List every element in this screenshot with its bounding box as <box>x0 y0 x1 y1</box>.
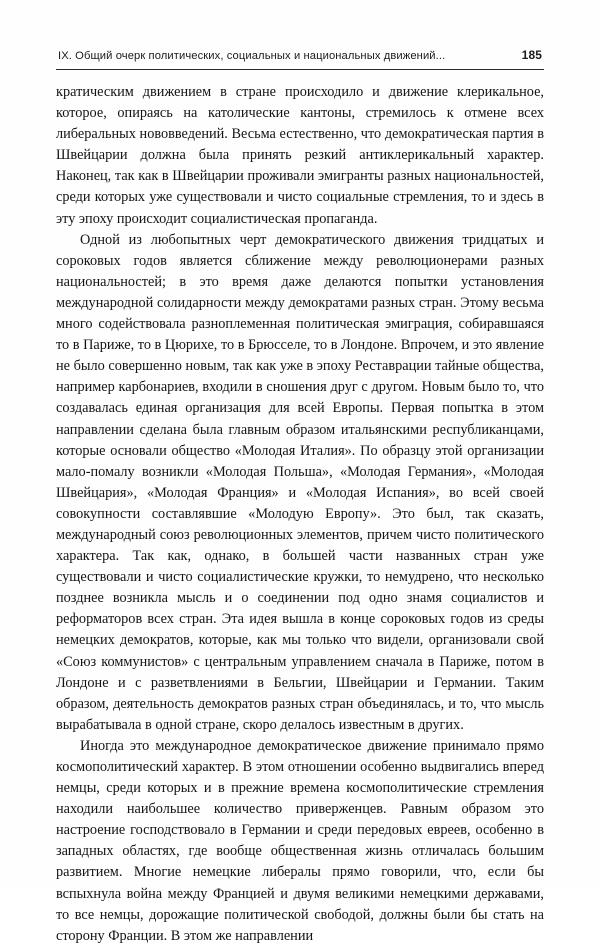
body-text <box>56 82 544 947</box>
page-number: 185 <box>521 48 542 62</box>
running-head <box>56 48 544 67</box>
paragraph: кратическим движением в стране происходило и движение клерикальное, которое, опираясь на католические кантоны, стремилось к отмене всех либеральных нововведений. Весьма естественно, что демократическая партия в Швейцарии должна была принять резкий антиклерикальный характер. Наконец, так как в Швейцарии проживали эмигранты разных национальностей, среди которых уже существовали и чисто социальные стремления, то и здесь в эту эпоху происходит социалистическая пропаганда. <box>56 84 544 227</box>
header-divider <box>56 69 544 70</box>
running-head-title: IX. Общий очерк политических, социальных и национальных движений... <box>58 50 446 62</box>
paragraph: Иногда это международное демократическое движение принимало прямо космополитический характер. В этом отношении особенно выдвигались вперед немцы, среди которых и в прежние времена космополитические стремления находили наибольшее количество приверженцев. Равным образом это настроение господствовало в Германии и среди передовых евреев, особенно в западных областях, где вообще общественная жизнь отличалась большим развитием. Многие немецкие либералы прямо говорили, что, если бы вспыхнула война между Францией и двумя великими немецкими державами, то все немцы, дорожащие политической свободой, должны были бы стать на сторону Франции. В этом же направлении <box>56 737 544 944</box>
paragraph: Одной из любопытных черт демократического движения тридцатых и сороковых годов является сближение между революционерами разных национальностей; в это время даже делаются попытки установления международной солидарности между демократами разных стран. Этому весьма много содействовала разноплеменная политическая эмиграция, собиравшаяся то в Париже, то в Цюрихе, то в Брюсселе, то в Лондоне. Впрочем, и это явление не было совершенно новым, так как уже в эпоху Реставрации тайные общества, например карбонариев, входили в сношения друг с другом. Новым было то, что создавалась единая организация для всей Европы. Первая попытка в этом направлении сделана была главным образом итальянскими республиканцами, которые основали общество «Молодая Италия». По образцу этой организации мало-помалу возникли «Молодая Польша», «Молодая Германия», «Молодая Швейцария», «Молодая Франция» и «Молодая Испания», во всей своей совокупности составлявшие «Молодую Европу». Это был, так сказать, международный союз революционных элементов, причем чисто политического характера. Так как, однако, в большей части названных стран уже существовали и чисто социалистические кружки, то немудрено, что несколько позднее возникла мысль и о соединении под одно знамя социалистов и реформаторов всех стран. Эта идея вышла в конце сороковых годов из среды немецких демократов, которые, как мы только что видели, организовали свой «Союз коммунистов» с центральным управлением сначала в Париже, потом в Лондоне и с разветвлениями в Бельгии, Швейцарии и Германии. Таким образом, деятельность демократов разных стран объединялась, и то, что мысль вырабатывала в одной стране, скоро делалось известным в других. <box>56 231 545 733</box>
